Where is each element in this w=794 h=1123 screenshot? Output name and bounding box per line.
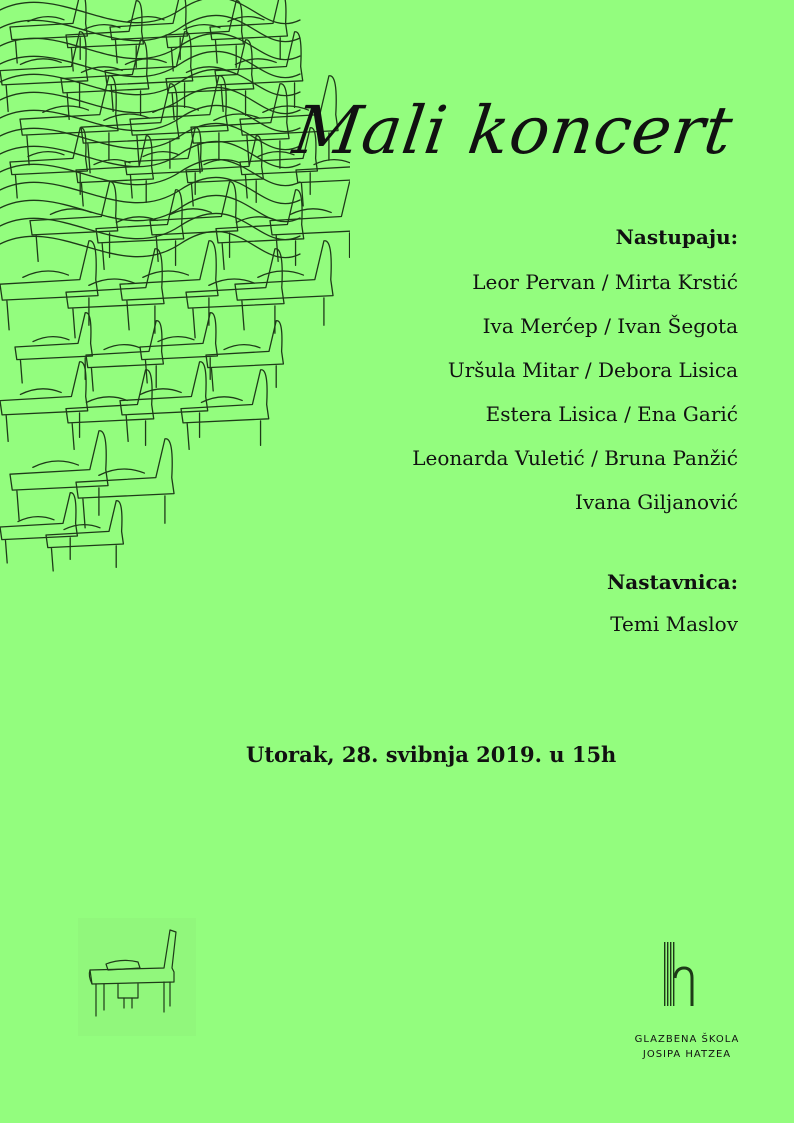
piano-sketch-stroke <box>0 231 300 257</box>
piano-sketch-stroke <box>0 241 98 330</box>
piano-sketch-stroke <box>120 362 208 442</box>
school-name-line1: GLAZBENA ŠKOLA <box>634 1034 740 1045</box>
school-logo <box>622 942 752 1062</box>
piano-sketch-stroke <box>10 128 87 198</box>
list-item: Iva Merćep / Ivan Šegota <box>482 314 738 338</box>
piano-sketch-stroke <box>66 249 164 338</box>
grand-piano-small-icon <box>78 918 196 1036</box>
teacher-heading: Nastavnica: <box>607 570 738 594</box>
piano-sketch-stroke <box>0 177 300 203</box>
teacher-section <box>607 570 738 636</box>
performers-section <box>412 226 738 512</box>
school-h-logo-icon <box>662 942 698 1008</box>
list-item: Leonarda Vuletić / Bruna Panžić <box>412 446 738 470</box>
piano-sketch-stroke <box>0 87 300 113</box>
performers-list <box>412 272 738 512</box>
school-name <box>622 1032 752 1062</box>
piano-sketch-stroke <box>235 241 333 330</box>
grand-piano-sketch-icon <box>0 0 350 600</box>
teacher-name: Temi Maslov <box>610 612 738 636</box>
piano-sketch-stroke <box>0 362 88 442</box>
piano-sketch-stroke <box>150 182 238 262</box>
list-item: Leor Pervan / Mirta Krstić <box>472 270 738 294</box>
piano-sketch-stroke <box>181 370 269 450</box>
school-name-line2: JOSIPA HATZEA <box>642 1049 732 1060</box>
list-item: Estera Lisica / Ena Garić <box>485 402 738 426</box>
piano-sketch-stroke <box>0 493 77 563</box>
page-title: Mali koncert <box>288 92 738 169</box>
performers-heading: Nastupaju: <box>615 225 738 249</box>
piano-sketch-stroke <box>30 182 118 262</box>
piano-sketch-stroke <box>120 241 218 330</box>
piano-sketch-stroke <box>15 313 92 383</box>
list-item: Ivana Giljanović <box>575 490 738 514</box>
list-item: Uršula Mitar / Debora Lisica <box>447 358 738 382</box>
event-date: Utorak, 28. svibnja 2019. u 15h <box>246 742 617 767</box>
piano-sketch-stroke <box>10 431 108 520</box>
piano-sketch-stroke <box>46 501 123 571</box>
piano-sketch-stroke <box>0 141 300 167</box>
piano-sketch-stroke <box>0 51 300 77</box>
piano-sketch-stroke <box>0 0 300 24</box>
piano-sketch-stroke <box>0 123 300 149</box>
piano-sketch-stroke <box>76 439 174 528</box>
piano-sketch-stroke <box>186 249 284 338</box>
